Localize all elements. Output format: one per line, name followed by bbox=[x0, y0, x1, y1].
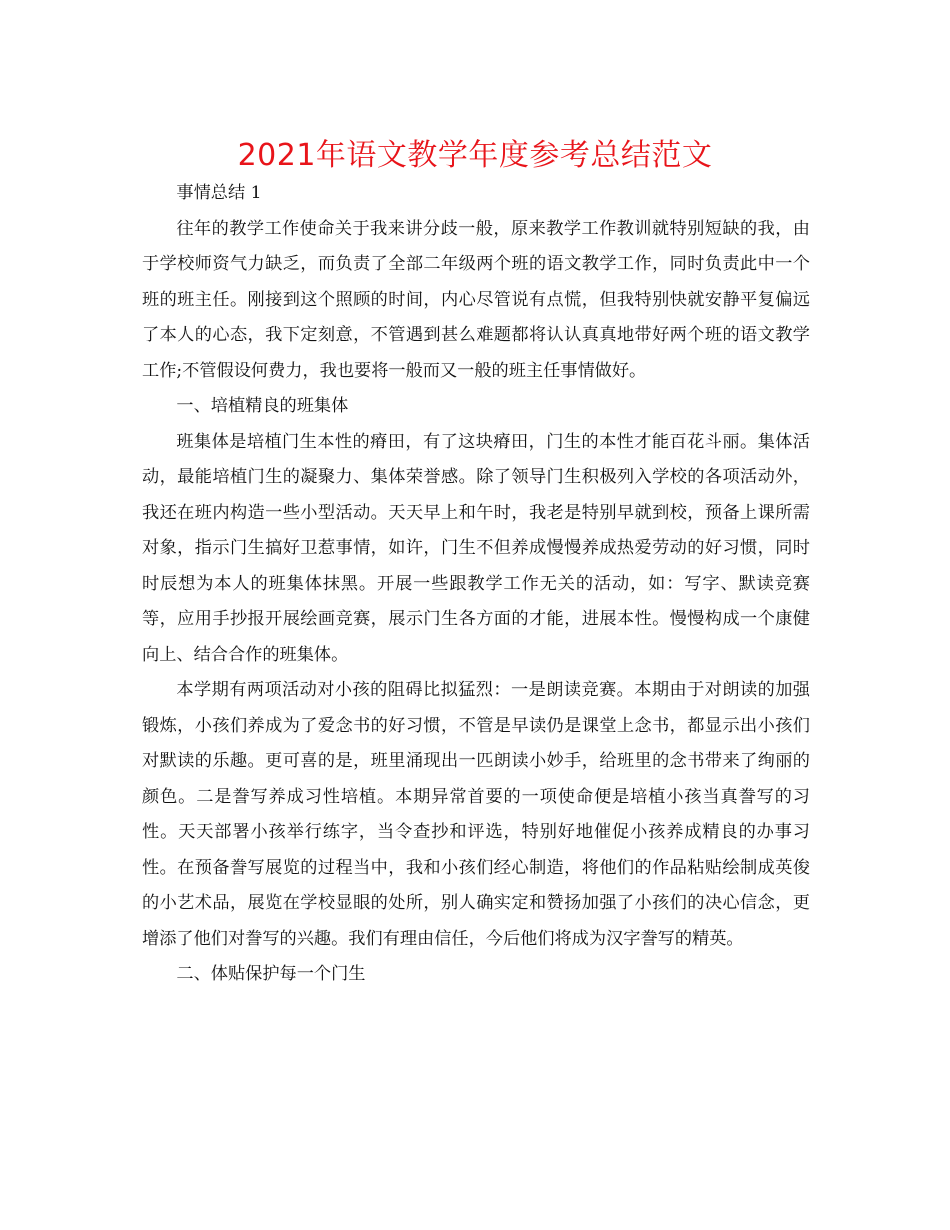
section-label: 事情总结 1 bbox=[176, 183, 262, 203]
heading-class-collective: 一、培植精良的班集体 bbox=[176, 396, 349, 416]
document-title: 2021年语文教学年度参考总结范文 bbox=[237, 138, 713, 173]
paragraph-intro: 往年的教学工作使命关于我来讲分歧一般，原来教学工作教训就特别短缺的我，由于学校师资气力缺乏，而负责了全部二年级两个班的语文教学工作，同时负责此中一个班的班主任。刚接到这个照顾的时间，内心尽管说有点慌，但我特别快就安静平复偏远了本人的心态，我下定刻意，不管遇到甚么难题都将认认真真地带好两个班的语文教学工作;不管假设何费力，我也要将一般而又一般的班主任事情做好。 bbox=[142, 218, 810, 381]
heading-care-students: 二、体贴保护每一个门生 bbox=[176, 964, 366, 984]
paragraph-activities: 本学期有两项活动对小孩的阻碍比拟猛烈：一是朗读竞赛。本期由于对朗读的加强锻炼，小孩们养成为了爱念书的好习惯，不管是早读仍是课堂上念书，都显示出小孩们对默读的乐趣。更可喜的是，班里涌现出一匹朗读小妙手，给班里的念书带来了绚丽的颜色。二是誊写养成习性培植。本期异常首要的一项使命便是培植小孩当真誊写的习性。天天部署小孩举行练字，当令查抄和评选，特别好地催促小孩养成精良的办事习性。在预备誊写展览的过程当中，我和小孩们经心制造，将他们的作品粘贴绘制成英俊的小艺术品，展览在学校显眼的处所，别人确实定和赞扬加强了小孩们的决心信念，更增添了他们对誊写的兴趣。我们有理由信任，今后他们将成为汉字誊写的精英。 bbox=[142, 680, 810, 949]
paragraph-class-collective: 班集体是培植门生本性的瘠田，有了这块瘠田，门生的本性才能百花斗丽。集体活动，最能培植门生的凝聚力、集体荣誉感。除了领导门生积极列入学校的各项活动外，我还在班内构造一些小型活动。天天早上和午时，我老是特别早就到校，预备上课所需对象，指示门生搞好卫惹事情，如许，门生不但养成慢慢养成热爱劳动的好习惯，同时时辰想为本人的班集体抹黑。开展一些跟教学工作无关的活动，如：写字、默读竞赛等，应用手抄报开展绘画竞赛，展示门生各方面的才能，进展本性。慢慢构成一个康健向上、结合合作的班集体。 bbox=[142, 431, 810, 665]
document-body bbox=[142, 176, 810, 993]
